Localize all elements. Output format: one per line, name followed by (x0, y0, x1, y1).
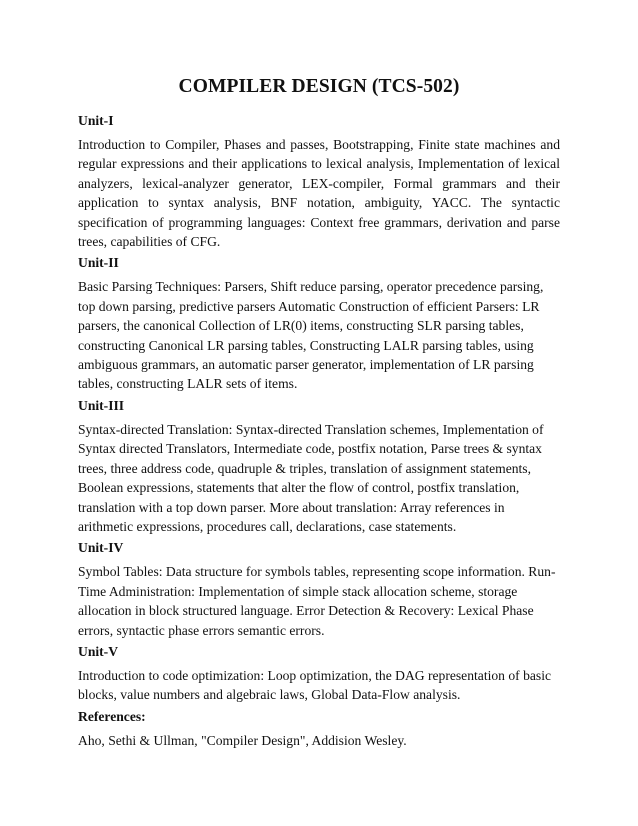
unit-1-section (78, 112, 560, 251)
unit-3-heading: Unit-III (78, 397, 125, 413)
references-body: Aho, Sethi & Ullman, "Compiler Design", Addision Wesley. (78, 732, 407, 748)
page-title: COMPILER DESIGN (TCS-502) (178, 76, 460, 97)
unit-4-body: Symbol Tables: Data structure for symbols tables, representing scope information. Run-Time Administration: Implementation of simple stack allocation scheme, storage allocation in block structured language. Error Detection & Recovery: Lexical Phase errors, syntactic phase errors semantic errors. (78, 564, 556, 638)
unit-1-heading: Unit-I (78, 113, 114, 128)
unit-5-heading: Unit-V (78, 643, 119, 659)
unit-5-body: Introduction to code optimization: Loop optimization, the DAG representation of basic blocks, value numbers and algebraic laws, Global Data-Flow analysis. (78, 667, 552, 703)
unit-2-section (78, 254, 560, 393)
unit-4-section (78, 539, 560, 640)
unit-3-section (78, 397, 560, 536)
unit-1-body: Introduction to Compiler, Phases and passes, Bootstrapping, Finite state machines and regular expressions and their applications to lexical analysis, Implementation of lexical analyzers, lexical-analyzer generator, LEX-compiler, Formal grammars and their application to syntax analysis, BNF notation, ambiguity, YACC. The syntactic specification of programming languages: Context free grammars, derivation and parse trees, capabilities of CFG. (78, 137, 560, 250)
references-heading: References: (78, 708, 146, 724)
references-section (78, 708, 560, 750)
unit-2-body: Basic Parsing Techniques: Parsers, Shift reduce parsing, operator precedence parsing, top down parsing, predictive parsers Automatic Construction of efficient Parsers: LR parsers, the canonical Collection of LR(0) items, constructing SLR parsing tables, constructing Canonical LR parsing tables, Constructing LALR parsing tables, using ambiguous grammars, an automatic parser generator, implementation of LR parsing tables, constructing LALR sets of items. (78, 279, 544, 392)
unit-3-body: Syntax-directed Translation: Syntax-directed Translation schemes, Implementation of Syntax directed Translators, Intermediate code, postfix notation, Parse trees & syntax trees, three address code, quadruple & triples, translation of assignment statements, Boolean expressions, statements that alter the flow of control, postfix translation, translation with a top down parser. More about translation: Array references in arithmetic expressions, procedures call, declarations, case statements. (78, 421, 544, 534)
unit-5-section (78, 643, 560, 705)
unit-4-heading: Unit-IV (78, 540, 124, 556)
unit-2-heading: Unit-II (78, 255, 119, 271)
